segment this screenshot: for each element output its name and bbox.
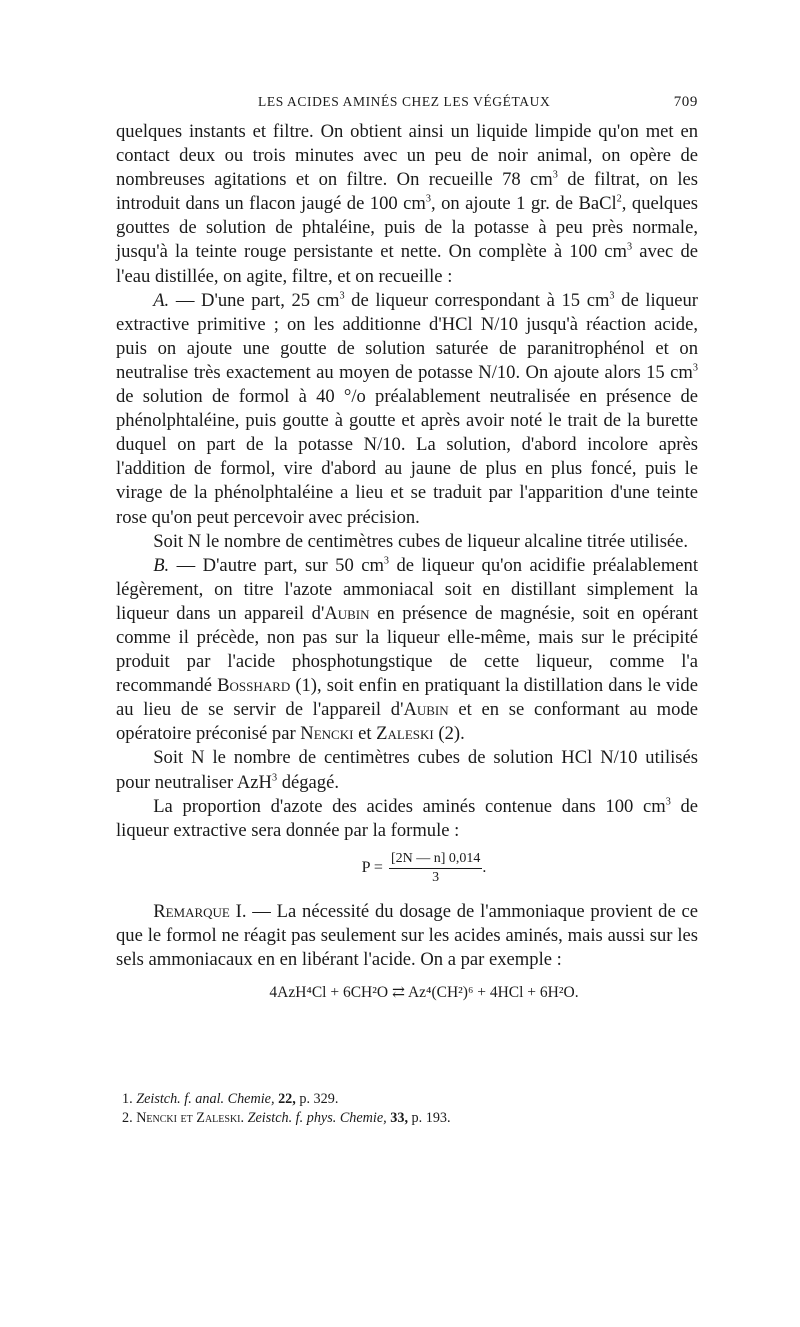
author-aubin: Aubin	[324, 602, 370, 624]
author-zaleski: Zaleski	[376, 723, 434, 745]
section-label-a: A.	[153, 289, 170, 311]
remarque-label: Remarque I.	[153, 900, 247, 922]
formula-numerator: [2N — n] 0,014	[389, 850, 482, 869]
paragraph-hcl-definition: Soit N le nombre de centimètres cubes de solution HCl N/10 utilisés pour neutraliser AzH$^3$ dégagé.	[116, 747, 698, 793]
formula-end: .	[482, 858, 487, 876]
footnote-1: 1. Zeistch. f. anal. Chemie, 22, p. 329.	[122, 1091, 339, 1107]
footnote-ref-1: (1)	[290, 675, 317, 697]
formula	[150, 846, 698, 890]
footnotes	[116, 1090, 698, 1128]
running-title: LES ACIDES AMINÉS CHEZ LES VÉGÉTAUX	[258, 94, 551, 109]
paragraph-n-definition: Soit N le nombre de centimètres cubes de liqueur alcaline titrée utilisée.	[153, 530, 689, 552]
paragraph-formula-intro: La proportion d'azote des acides aminés contenue dans 100 $cm^3$ de liqueur extractive sera donnée par la formule :	[116, 795, 698, 841]
paragraph-b: B. — D'autre part, sur 50 $cm^3$ de liqueur qu'on acidifie préalablement légèrement, on titre l'azote ammoniacal soit en distillant simplement la liqueur dans un appareil d'Aubin en présence de magnésie, soit en opérant comme il précède, non pas sur la liqueur elle-même, mais sur le précipité produit par l'acide phosphotungstique de cette liqueur, comme l'a recommandé Bosshard (1), soit enfin en pratiquant la distillation dans le vide au lieu de se servir de l'appareil d'Aubin et en se conformant au mode opératoire préconisé par Nencki et Zaleski (2).	[116, 554, 698, 745]
body-text	[116, 120, 698, 1008]
running-header	[116, 94, 698, 118]
footnote-2: 2. Nencki et Zaleski. Zeistch. f. phys. Chemie, 33, p. 193.	[122, 1110, 451, 1126]
formula-lhs: P =	[361, 858, 383, 876]
author-aubin-2: Aubin	[403, 699, 449, 721]
chemical-reaction: 4AzH⁴Cl + 6CH²O ⇄ Az⁴(CH²)⁶ + 4HCl + 6H²O.	[269, 984, 579, 1002]
paragraph-a: A. — D'une part, 25 $cm^3$ de liqueur correspondant à 15 $cm^3$ de liqueur extractive primitive ; on les additionne d'HCl N/10 jusqu'à réaction acide, puis on ajoute une goutte de solution saturée de paranitrophénol et on neutralise très exactement au moyen de potasse N/10. On ajoute alors 15 $cm^3$ de solution de formol à 40 °/o préalablement neutralisée en présence de phénolphtaléine, puis goutte à goutte et après avoir noté le trait de la burette duquel on part de la potasse N/10. La solution, d'abord incolore après l'addition de formol, vire d'abord au jaune de plus en plus foncé, puis le virage de la phénolphtaléine a lieu et se traduit par l'apparition d'une teinte rose qu'on peut percevoir avec précision.	[116, 289, 699, 528]
formula-fraction	[389, 850, 482, 886]
page-number: 709	[673, 94, 698, 110]
formula-denominator: 3	[432, 869, 440, 885]
page	[116, 94, 698, 1008]
paragraph-intro: quelques instants et filtre. On obtient ainsi un liquide limpide qu'on met en contact deux ou trois minutes avec un peu de noir animal, on opère de nombreuses agitations et on filtre. On recueille 78 $cm^3$ de filtrat, on les introduit dans un flacon jaugé de 100 $cm^3$, on ajoute 1 gr. de BaCl$^2$, quelques gouttes de solution de phtaléine, puis de la potasse à peu près normale, jusqu'à la teinte rouge persistante et nette. On complète à 100 $cm^3$ avec de l'eau distillée, on agite, filtre, et on recueille :	[116, 121, 699, 287]
paragraph-remarque: Remarque I. — La nécessité du dosage de l'ammoniaque provient de ce que le formol ne réagit pas seulement sur les acides aminés, mais aussi sur les sels ammoniacaux en en libérant l'acide. On a par exemple :	[116, 900, 698, 970]
author-nencki: Nencki	[300, 723, 354, 745]
footnote-ref-2: (2)	[433, 723, 461, 745]
author-bosshard: Bosshard	[217, 675, 291, 697]
section-label-b: B.	[153, 554, 170, 576]
